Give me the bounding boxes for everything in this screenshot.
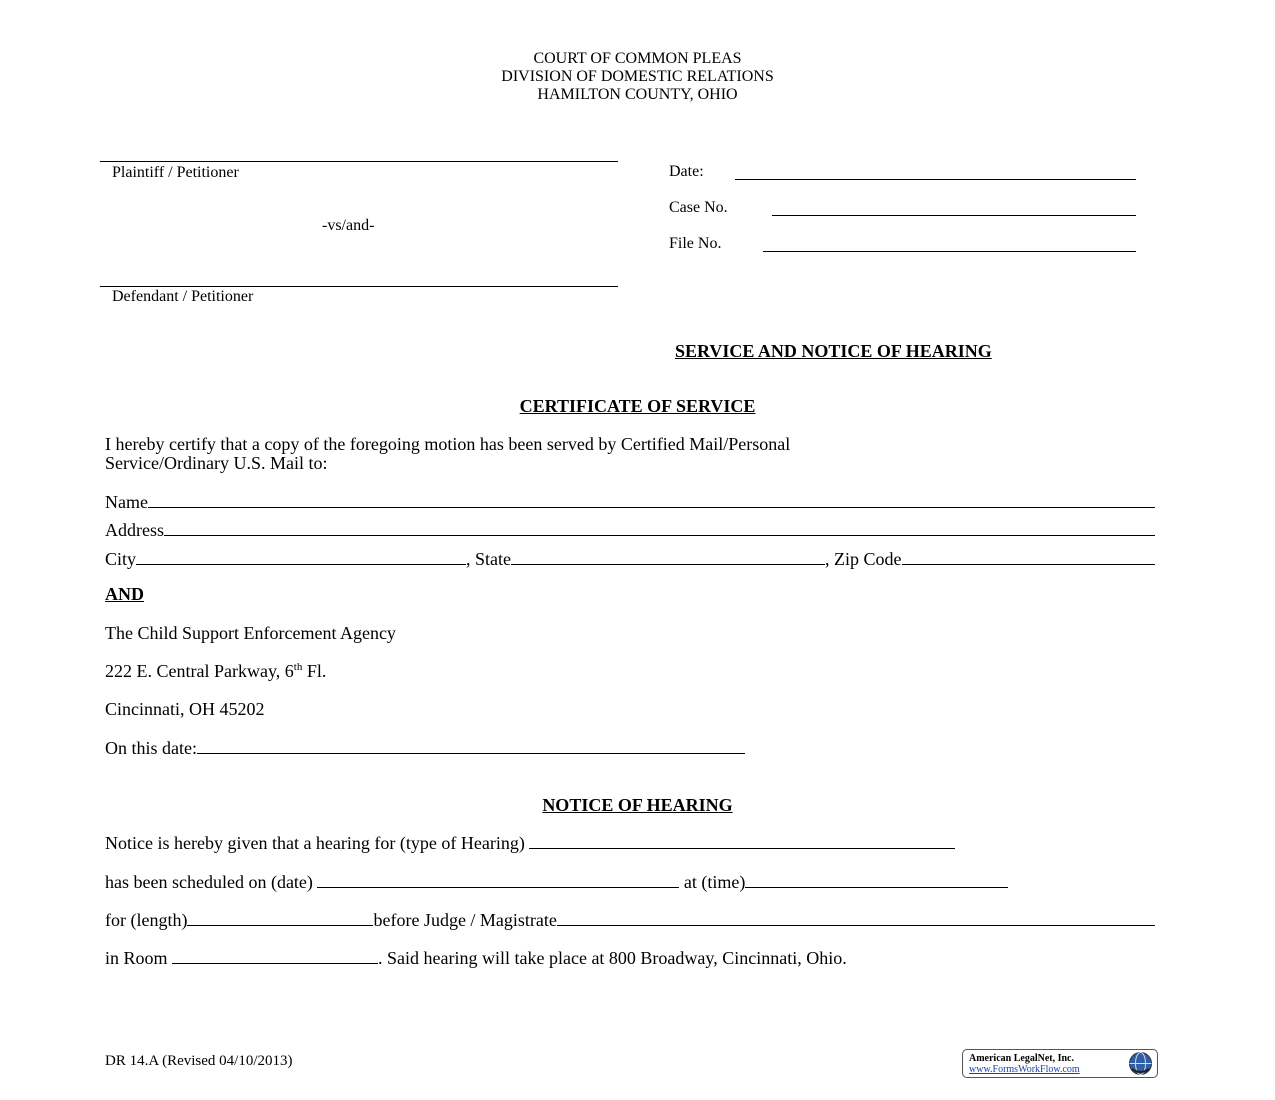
case-no-label: Case No. — [669, 199, 728, 216]
hearing-type-field[interactable] — [529, 833, 955, 849]
certificate-statement-line2: Service/Ordinary U.S. Mail to: — [105, 453, 328, 473]
court-county: HAMILTON COUNTY, OHIO — [537, 86, 738, 103]
court-name: COURT OF COMMON PLEAS — [533, 50, 742, 67]
hearing-date-field[interactable] — [317, 872, 679, 888]
agency-street-superscript: th — [293, 661, 303, 673]
hearing-length-label: for (length) — [105, 910, 188, 930]
service-name-field[interactable] — [148, 492, 1155, 508]
notice-title: NOTICE OF HEARING — [542, 795, 733, 815]
versus-label: -vs/and- — [322, 217, 375, 234]
hearing-room-label: in Room — [105, 948, 173, 968]
service-name-row — [105, 492, 1155, 513]
hearing-location-text: . Said hearing will take place at 800 Broadway, Cincinnati, Ohio. — [378, 948, 847, 968]
date-label: Date: — [669, 163, 704, 180]
service-zip-label: , Zip Code — [825, 549, 902, 569]
hearing-judge-field[interactable] — [557, 910, 1155, 926]
form-title: SERVICE AND NOTICE OF HEARING — [675, 341, 992, 361]
hearing-judge-label: before Judge / Magistrate — [373, 910, 557, 930]
service-city-row — [105, 549, 1155, 570]
service-state-label: , State — [466, 549, 512, 569]
and-label: AND — [105, 584, 144, 604]
hearing-room-field[interactable] — [172, 948, 378, 964]
defendant-label: Defendant / Petitioner — [112, 288, 254, 305]
service-city-field[interactable] — [136, 549, 466, 565]
hearing-schedule-row — [105, 872, 1008, 893]
service-state-field[interactable] — [511, 549, 825, 565]
certificate-statement-line1: I hereby certify that a copy of the foregoing motion has been served by Certified Mail/Personal — [105, 434, 791, 454]
service-address-field[interactable] — [164, 520, 1155, 536]
case-no-field[interactable] — [772, 215, 1136, 216]
hearing-length-field[interactable] — [187, 910, 373, 926]
agency-street — [105, 661, 326, 682]
certificate-title: CERTIFICATE OF SERVICE — [519, 396, 756, 416]
hearing-length-row — [105, 910, 1155, 931]
service-date-label: On this date: — [105, 738, 197, 758]
agency-city: Cincinnati, OH 45202 — [105, 699, 265, 719]
service-city-label: City — [105, 549, 137, 569]
plaintiff-label: Plaintiff / Petitioner — [112, 164, 239, 181]
hearing-date-label: has been scheduled on (date) — [105, 872, 318, 892]
agency-street-prefix: 222 E. Central Parkway, 6 — [105, 661, 294, 681]
hearing-time-field[interactable] — [745, 872, 1008, 888]
service-name-label: Name — [105, 492, 148, 512]
logo-brand: American LegalNet, Inc. — [969, 1053, 1074, 1064]
service-date-row — [105, 738, 745, 759]
defendant-name-line[interactable] — [100, 286, 618, 287]
service-address-row — [105, 520, 1155, 541]
american-legalnet-logo[interactable] — [962, 1049, 1158, 1078]
service-date-field[interactable] — [197, 738, 745, 754]
court-division: DIVISION OF DOMESTIC RELATIONS — [501, 68, 774, 85]
date-field[interactable] — [735, 179, 1136, 180]
plaintiff-name-line[interactable] — [100, 161, 618, 162]
hearing-type-row — [105, 833, 955, 854]
agency-street-suffix: Fl. — [302, 661, 327, 681]
agency-name: The Child Support Enforcement Agency — [105, 623, 396, 643]
service-zip-field[interactable] — [902, 549, 1155, 565]
form-id: DR 14.A (Revised 04/10/2013) — [105, 1053, 293, 1069]
file-no-field[interactable] — [763, 251, 1136, 252]
service-address-label: Address — [105, 520, 164, 540]
file-no-label: File No. — [669, 235, 722, 252]
logo-url-link[interactable]: www.FormsWorkFlow.com — [969, 1064, 1080, 1075]
globe-icon — [1128, 1051, 1153, 1076]
hearing-type-label: Notice is hereby given that a hearing for (type of Hearing) — [105, 833, 530, 853]
hearing-time-label: at (time) — [679, 872, 746, 892]
hearing-room-row — [105, 948, 847, 969]
